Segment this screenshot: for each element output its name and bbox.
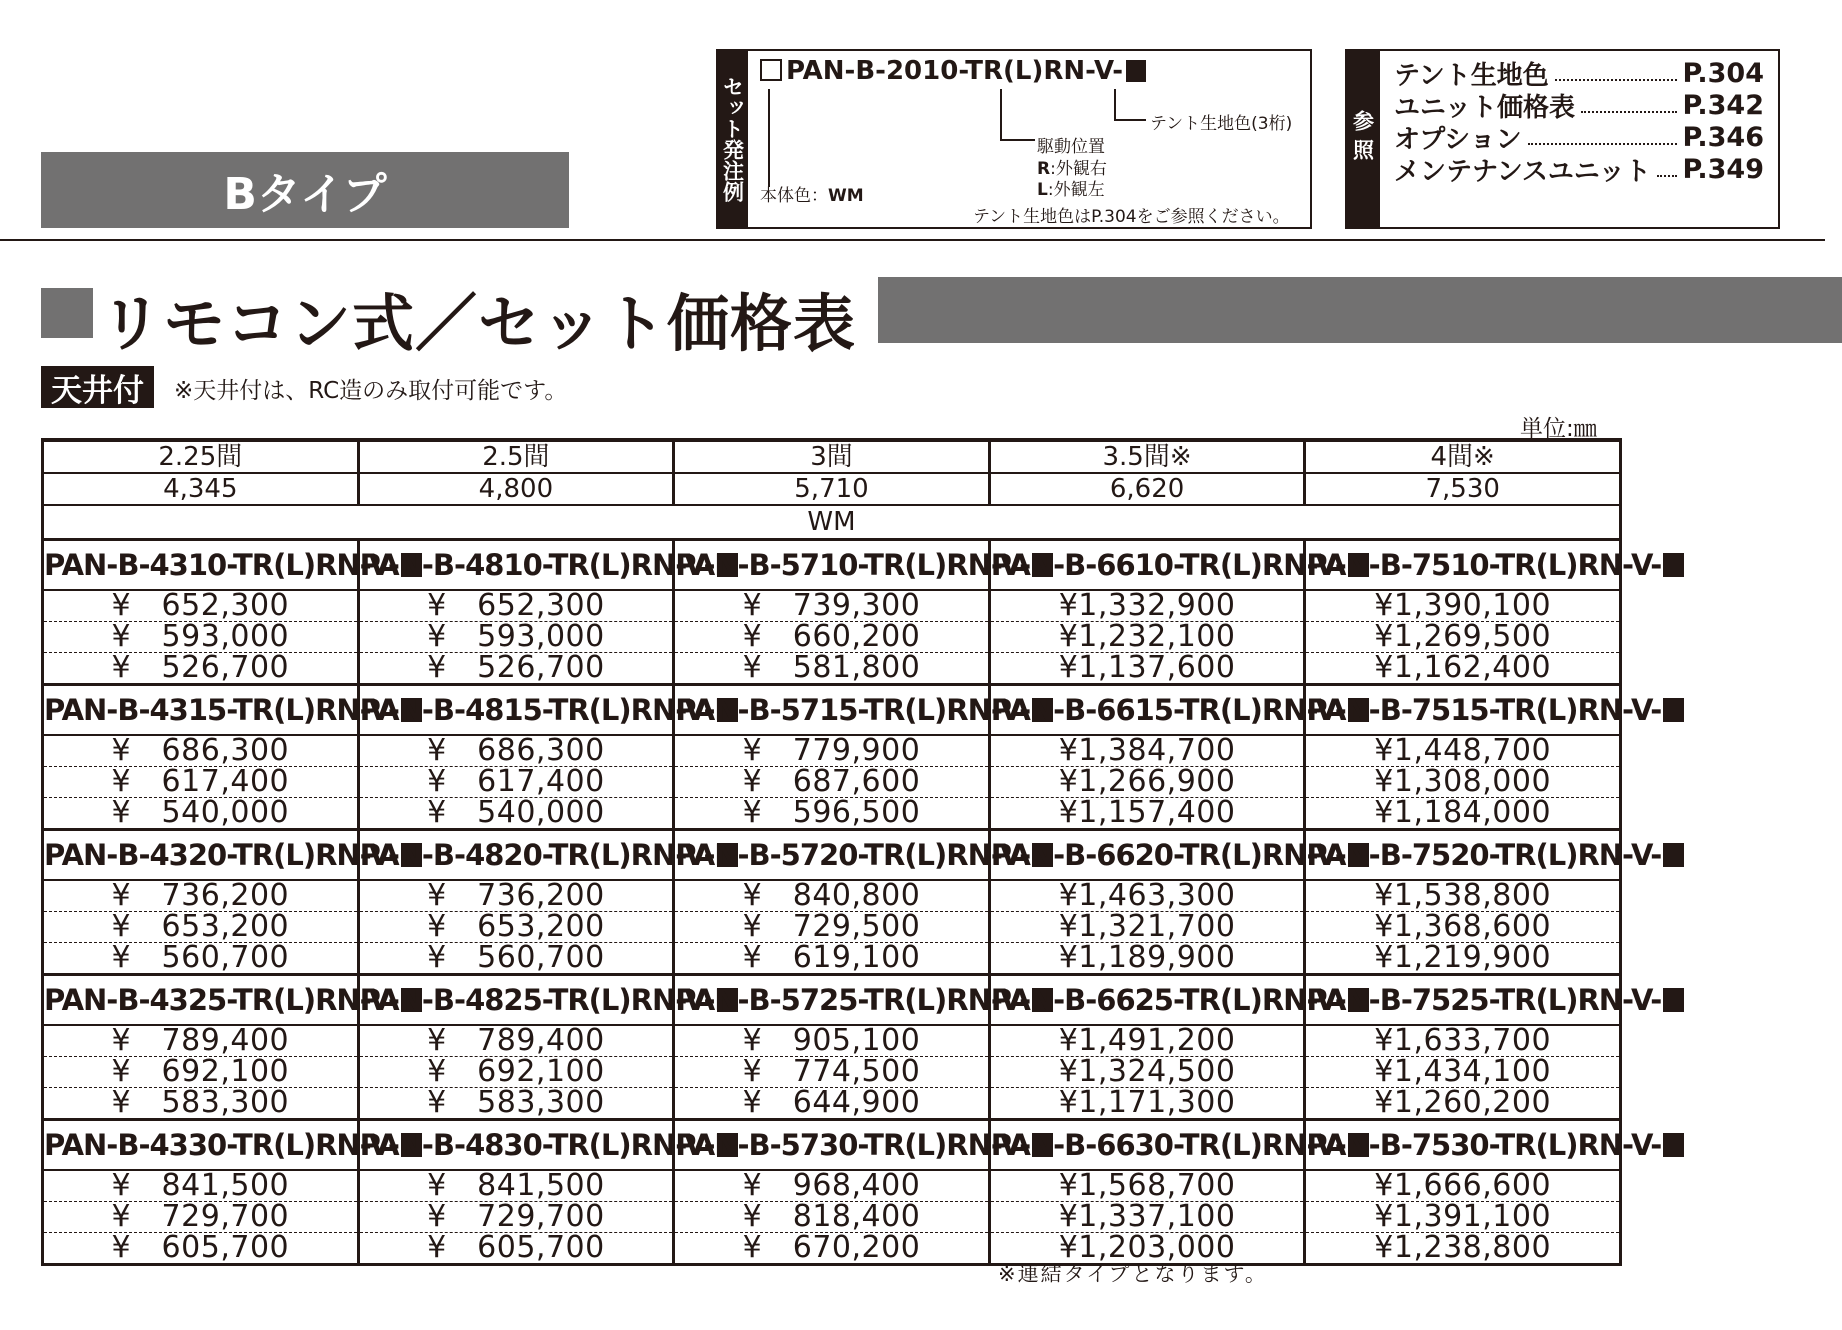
- price-row: [43, 653, 1621, 685]
- page-title: リモコン式／セット価格表: [100, 287, 857, 360]
- price-cell: ¥1,332,900: [989, 590, 1305, 622]
- reference-item-page: P.346: [1682, 122, 1764, 153]
- price-row: [43, 912, 1621, 943]
- model-code-cell: PAN-B-7530-TR(L)RN-V-: [1305, 1120, 1621, 1171]
- price-cell: ¥1,308,000: [1305, 767, 1621, 798]
- price-cell: ¥1,391,100: [1305, 1202, 1621, 1233]
- model-code-cell: PAN-B-4815-TR(L)RN-V-: [358, 685, 674, 736]
- black-square-icon: [1663, 698, 1684, 722]
- price-cell: ¥ 789,400: [358, 1025, 674, 1057]
- reference-item-page: P.349: [1682, 154, 1764, 185]
- price-cell: ¥1,137,600: [989, 653, 1305, 685]
- reference-item-page: P.342: [1682, 90, 1764, 121]
- price-cell: ¥ 736,200: [358, 880, 674, 912]
- price-cell: ¥ 540,000: [358, 798, 674, 830]
- color-cell: WM: [43, 505, 1621, 540]
- price-cell: ¥1,491,200: [989, 1025, 1305, 1057]
- order-example-note: テント生地色はP.304をご参照ください。: [973, 207, 1290, 227]
- reference-item: [1394, 122, 1764, 153]
- price-cell: ¥ 593,000: [43, 622, 359, 653]
- price-cell: ¥ 774,500: [674, 1057, 990, 1088]
- reference-item: [1394, 154, 1764, 185]
- price-row: [43, 590, 1621, 622]
- price-cell: ¥ 581,800: [674, 653, 990, 685]
- price-row: [43, 1088, 1621, 1120]
- black-square-icon: [1663, 1133, 1684, 1157]
- span-header-cell: 3間: [674, 440, 990, 473]
- width-header-cell: 4,800: [358, 473, 674, 505]
- price-cell: ¥1,666,600: [1305, 1170, 1621, 1202]
- price-cell: ¥1,269,500: [1305, 622, 1621, 653]
- model-code-cell: PAN-B-7515-TR(L)RN-V-: [1305, 685, 1621, 736]
- price-row: [43, 622, 1621, 653]
- price-cell: ¥ 605,700: [43, 1233, 359, 1265]
- price-cell: ¥1,238,800: [1305, 1233, 1621, 1265]
- price-cell: ¥ 596,500: [674, 798, 990, 830]
- connector-line: [768, 89, 770, 187]
- order-example-code: [760, 56, 1146, 86]
- price-cell: ¥ 560,700: [358, 943, 674, 975]
- order-code-text: PAN-B-2010-TR(L)RN-V-: [786, 56, 1124, 86]
- price-cell: ¥ 840,800: [674, 880, 990, 912]
- model-code-cell: PAN-B-6630-TR(L)RN-V-: [989, 1120, 1305, 1171]
- price-cell: ¥ 644,900: [674, 1088, 990, 1120]
- price-cell: ¥ 605,700: [358, 1233, 674, 1265]
- model-code-cell: PAN-B-4330-TR(L)RN-V-: [43, 1120, 359, 1171]
- price-cell: ¥ 968,400: [674, 1170, 990, 1202]
- price-cell: ¥ 789,400: [43, 1025, 359, 1057]
- dotted-leader: [1555, 79, 1677, 81]
- price-table: [41, 438, 1662, 1266]
- mount-type-tag: 天井付: [41, 366, 154, 408]
- reference-item-name: テント生地色: [1394, 61, 1549, 91]
- price-cell: ¥1,633,700: [1305, 1025, 1621, 1057]
- price-cell: ¥1,434,100: [1305, 1057, 1621, 1088]
- black-square-icon: [1663, 553, 1684, 577]
- price-cell: ¥ 652,300: [358, 590, 674, 622]
- price-cell: ¥ 692,100: [358, 1057, 674, 1088]
- width-header-row: [43, 473, 1621, 505]
- price-cell: ¥ 841,500: [358, 1170, 674, 1202]
- reference-item: [1394, 90, 1764, 121]
- price-row: [43, 798, 1621, 830]
- price-cell: ¥ 540,000: [43, 798, 359, 830]
- span-header-row: [43, 440, 1621, 473]
- type-label: Bタイプ: [41, 152, 569, 228]
- model-code-cell: PAN-B-7525-TR(L)RN-V-: [1305, 975, 1621, 1026]
- price-row: [43, 1057, 1621, 1088]
- drive-right-label: R:外観右: [1037, 159, 1107, 179]
- width-header-cell: 7,530: [1305, 473, 1621, 505]
- price-cell: ¥1,324,500: [989, 1057, 1305, 1088]
- black-square-icon: [1663, 988, 1684, 1012]
- price-cell: ¥ 905,100: [674, 1025, 990, 1057]
- price-cell: ¥1,337,100: [989, 1202, 1305, 1233]
- price-cell: ¥ 729,500: [674, 912, 990, 943]
- price-cell: ¥ 583,300: [43, 1088, 359, 1120]
- price-cell: ¥1,260,200: [1305, 1088, 1621, 1120]
- price-row: [43, 1233, 1621, 1265]
- reference-item: [1394, 58, 1764, 89]
- model-row: [43, 1120, 1621, 1171]
- footnote: ※連結タイプとなります。: [998, 1262, 1268, 1286]
- price-cell: ¥1,390,100: [1305, 590, 1621, 622]
- model-code-cell: PAN-B-6620-TR(L)RN-V-: [989, 830, 1305, 881]
- price-cell: ¥1,219,900: [1305, 943, 1621, 975]
- price-cell: ¥ 660,200: [674, 622, 990, 653]
- fabric-color-label: テント生地色(3桁): [1150, 114, 1293, 134]
- body-color-label: 本体色：WM: [760, 186, 864, 206]
- price-cell: ¥ 686,300: [43, 735, 359, 767]
- unit-label: 単位:㎜: [1520, 416, 1597, 442]
- price-row: [43, 943, 1621, 975]
- top-divider: [0, 239, 1825, 241]
- price-cell: ¥ 593,000: [358, 622, 674, 653]
- price-cell: ¥ 841,500: [43, 1170, 359, 1202]
- price-cell: ¥1,368,600: [1305, 912, 1621, 943]
- model-code-cell: PAN-B-6615-TR(L)RN-V-: [989, 685, 1305, 736]
- width-header-cell: 5,710: [674, 473, 990, 505]
- span-header-cell: 4間※: [1305, 440, 1621, 473]
- model-row: [43, 685, 1621, 736]
- price-cell: ¥ 687,600: [674, 767, 990, 798]
- model-code-cell: PAN-B-4820-TR(L)RN-V-: [358, 830, 674, 881]
- price-cell: ¥ 670,200: [674, 1233, 990, 1265]
- price-cell: ¥1,568,700: [989, 1170, 1305, 1202]
- price-cell: ¥ 619,100: [674, 943, 990, 975]
- drive-position-label: 駆動位置: [1037, 137, 1105, 157]
- model-code-cell: PAN-B-4825-TR(L)RN-V-: [358, 975, 674, 1026]
- span-header-cell: 3.5間※: [989, 440, 1305, 473]
- price-cell: ¥1,203,000: [989, 1233, 1305, 1265]
- heading-bar: [878, 277, 1842, 343]
- model-code-cell: PAN-B-4325-TR(L)RN-V-: [43, 975, 359, 1026]
- price-cell: ¥ 779,900: [674, 735, 990, 767]
- price-cell: ¥ 818,400: [674, 1202, 990, 1233]
- price-cell: ¥ 729,700: [43, 1202, 359, 1233]
- price-cell: ¥ 729,700: [358, 1202, 674, 1233]
- price-cell: ¥1,157,400: [989, 798, 1305, 830]
- mount-note: ※天井付は、RC造のみ取付可能です。: [174, 378, 568, 404]
- price-cell: ¥ 652,300: [43, 590, 359, 622]
- connector-line: [1114, 119, 1146, 121]
- price-cell: ¥ 686,300: [358, 735, 674, 767]
- price-cell: ¥ 560,700: [43, 943, 359, 975]
- reference-item-page: P.304: [1682, 58, 1764, 89]
- model-code-cell: PAN-B-5710-TR(L)RN-V-: [674, 540, 990, 591]
- model-code-cell: PAN-B-4315-TR(L)RN-V-: [43, 685, 359, 736]
- price-cell: ¥ 692,100: [43, 1057, 359, 1088]
- heading-square-icon: [41, 288, 93, 338]
- price-cell: ¥1,171,300: [989, 1088, 1305, 1120]
- model-code-cell: PAN-B-5720-TR(L)RN-V-: [674, 830, 990, 881]
- black-square-icon: [1126, 60, 1146, 82]
- model-code-cell: PAN-B-4810-TR(L)RN-V-: [358, 540, 674, 591]
- reference-item-name: オプション: [1394, 125, 1522, 155]
- model-code-cell: PAN-B-7510-TR(L)RN-V-: [1305, 540, 1621, 591]
- price-table-body: [43, 440, 1662, 1265]
- dotted-leader: [1657, 175, 1677, 177]
- reference-item-name: メンテナンスユニット: [1394, 157, 1651, 187]
- price-cell: ¥ 526,700: [43, 653, 359, 685]
- price-row: [43, 1202, 1621, 1233]
- price-row: [43, 767, 1621, 798]
- price-cell: ¥1,189,900: [989, 943, 1305, 975]
- dotted-leader: [1581, 111, 1677, 113]
- model-row: [43, 830, 1621, 881]
- price-cell: ¥1,266,900: [989, 767, 1305, 798]
- price-cell: ¥1,232,100: [989, 622, 1305, 653]
- span-header-cell: 2.5間: [358, 440, 674, 473]
- model-code-cell: PAN-B-7520-TR(L)RN-V-: [1305, 830, 1621, 881]
- checkbox-square-icon: [760, 59, 782, 81]
- model-code-cell: PAN-B-4830-TR(L)RN-V-: [358, 1120, 674, 1171]
- dotted-leader: [1528, 143, 1677, 145]
- price-cell: ¥ 653,200: [358, 912, 674, 943]
- connector-line: [1000, 139, 1035, 141]
- span-header-cell: 2.25間: [43, 440, 359, 473]
- model-code-cell: PAN-B-5715-TR(L)RN-V-: [674, 685, 990, 736]
- black-square-icon: [1663, 843, 1684, 867]
- model-code-cell: PAN-B-6610-TR(L)RN-V-: [989, 540, 1305, 591]
- price-cell: ¥1,463,300: [989, 880, 1305, 912]
- model-code-cell: PAN-B-5730-TR(L)RN-V-: [674, 1120, 990, 1171]
- price-cell: ¥ 653,200: [43, 912, 359, 943]
- reference-side-label: 参照: [1345, 49, 1380, 229]
- price-cell: ¥ 526,700: [358, 653, 674, 685]
- price-cell: ¥1,321,700: [989, 912, 1305, 943]
- model-code-cell: PAN-B-5725-TR(L)RN-V-: [674, 975, 990, 1026]
- price-cell: ¥1,384,700: [989, 735, 1305, 767]
- width-header-cell: 6,620: [989, 473, 1305, 505]
- model-row: [43, 540, 1621, 591]
- model-code-cell: PAN-B-4310-TR(L)RN-V-: [43, 540, 359, 591]
- order-example-side-label: セット発注例: [716, 49, 748, 229]
- model-code-cell: PAN-B-4320-TR(L)RN-V-: [43, 830, 359, 881]
- color-row: [43, 505, 1621, 540]
- model-code-cell: PAN-B-6625-TR(L)RN-V-: [989, 975, 1305, 1026]
- price-cell: ¥1,184,000: [1305, 798, 1621, 830]
- price-cell: ¥1,448,700: [1305, 735, 1621, 767]
- price-cell: ¥1,162,400: [1305, 653, 1621, 685]
- price-row: [43, 735, 1621, 767]
- price-cell: ¥1,538,800: [1305, 880, 1621, 912]
- price-cell: ¥ 617,400: [43, 767, 359, 798]
- price-row: [43, 1170, 1621, 1202]
- width-header-cell: 4,345: [43, 473, 359, 505]
- connector-line: [1114, 89, 1116, 120]
- price-row: [43, 1025, 1621, 1057]
- model-row: [43, 975, 1621, 1026]
- price-cell: ¥ 739,300: [674, 590, 990, 622]
- price-row: [43, 880, 1621, 912]
- drive-left-label: L:外観左: [1037, 180, 1105, 200]
- connector-line: [1000, 89, 1002, 140]
- reference-item-name: ユニット価格表: [1394, 93, 1575, 123]
- price-cell: ¥ 583,300: [358, 1088, 674, 1120]
- price-cell: ¥ 617,400: [358, 767, 674, 798]
- price-cell: ¥ 736,200: [43, 880, 359, 912]
